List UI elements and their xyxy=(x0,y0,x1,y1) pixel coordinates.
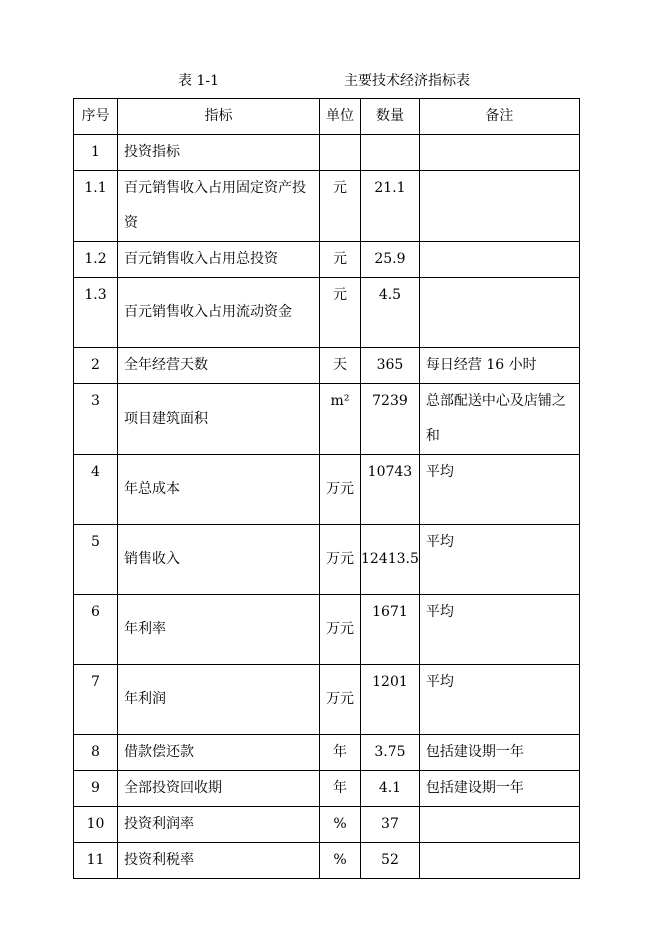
table-row xyxy=(74,278,580,348)
row-unit: 万元 xyxy=(320,525,361,595)
row-no: 1.3 xyxy=(74,278,118,348)
row-qty: 21.1 xyxy=(361,171,420,242)
row-no: 8 xyxy=(74,735,118,771)
table-row xyxy=(74,171,580,242)
table-title: 主要技术经济指标表 xyxy=(344,73,470,89)
row-unit: 万元 xyxy=(320,595,361,665)
row-note: 包括建设期一年 xyxy=(419,735,579,771)
table-row xyxy=(74,843,580,879)
row-qty: 1671 xyxy=(361,595,420,665)
row-unit: 年 xyxy=(320,771,361,807)
header-name: 指标 xyxy=(118,99,320,135)
row-qty xyxy=(361,135,420,171)
header-row xyxy=(74,99,580,135)
row-name: 百元销售收入占用流动资金 xyxy=(118,278,320,348)
row-qty: 7239 xyxy=(361,384,420,455)
table-row xyxy=(74,135,580,171)
header-no: 序号 xyxy=(74,99,118,135)
row-no: 11 xyxy=(74,843,118,879)
row-unit: 元 xyxy=(320,171,361,242)
row-name: 年利率 xyxy=(118,595,320,665)
row-qty: 3.75 xyxy=(361,735,420,771)
table-row xyxy=(74,525,580,595)
table-row xyxy=(74,771,580,807)
table-row xyxy=(74,348,580,384)
table-row xyxy=(74,807,580,843)
row-no: 5 xyxy=(74,525,118,595)
row-qty: 1201 xyxy=(361,665,420,735)
header-unit: 单位 xyxy=(320,99,361,135)
row-qty: 4.1 xyxy=(361,771,420,807)
row-name: 百元销售收入占用固定资产投资 xyxy=(118,171,320,242)
table-row xyxy=(74,242,580,278)
row-qty: 10743 xyxy=(361,455,420,525)
table-row xyxy=(74,455,580,525)
row-note xyxy=(419,135,579,171)
row-note: 平均 xyxy=(419,525,579,595)
row-unit: 万元 xyxy=(320,665,361,735)
row-name: 年利润 xyxy=(118,665,320,735)
row-qty: 365 xyxy=(361,348,420,384)
row-name: 投资利税率 xyxy=(118,843,320,879)
row-name: 全年经营天数 xyxy=(118,348,320,384)
row-note: 平均 xyxy=(419,595,579,665)
row-unit: % xyxy=(320,807,361,843)
row-name: 投资利润率 xyxy=(118,807,320,843)
row-qty: 12413.5 xyxy=(361,525,420,595)
row-note xyxy=(419,807,579,843)
row-note: 平均 xyxy=(419,665,579,735)
indicator-table xyxy=(73,98,580,879)
row-note: 每日经营 16 小时 xyxy=(419,348,579,384)
row-unit: 元 xyxy=(320,278,361,348)
header-note: 备注 xyxy=(419,99,579,135)
row-unit xyxy=(320,135,361,171)
table-row xyxy=(74,665,580,735)
row-unit: 天 xyxy=(320,348,361,384)
row-name: 年总成本 xyxy=(118,455,320,525)
table-number: 表 1-1 xyxy=(178,73,219,89)
row-no: 1.2 xyxy=(74,242,118,278)
row-no: 4 xyxy=(74,455,118,525)
row-note xyxy=(419,242,579,278)
row-qty: 4.5 xyxy=(361,278,420,348)
row-no: 9 xyxy=(74,771,118,807)
row-no: 7 xyxy=(74,665,118,735)
row-unit: m² xyxy=(320,384,361,455)
row-no: 10 xyxy=(74,807,118,843)
row-note: 总部配送中心及店铺之和 xyxy=(419,384,579,455)
table-row xyxy=(74,595,580,665)
row-no: 2 xyxy=(74,348,118,384)
row-name: 投资指标 xyxy=(118,135,320,171)
row-name: 借款偿还款 xyxy=(118,735,320,771)
row-note: 平均 xyxy=(419,455,579,525)
row-unit: % xyxy=(320,843,361,879)
table-caption xyxy=(0,70,662,92)
row-note xyxy=(419,843,579,879)
row-no: 1 xyxy=(74,135,118,171)
row-note: 包括建设期一年 xyxy=(419,771,579,807)
row-note xyxy=(419,278,579,348)
row-unit: 万元 xyxy=(320,455,361,525)
table-row xyxy=(74,384,580,455)
row-qty: 37 xyxy=(361,807,420,843)
row-name: 百元销售收入占用总投资 xyxy=(118,242,320,278)
row-unit: 年 xyxy=(320,735,361,771)
row-qty: 25.9 xyxy=(361,242,420,278)
table-row xyxy=(74,735,580,771)
row-name: 全部投资回收期 xyxy=(118,771,320,807)
row-name: 销售收入 xyxy=(118,525,320,595)
row-no: 6 xyxy=(74,595,118,665)
row-note xyxy=(419,171,579,242)
row-no: 1.1 xyxy=(74,171,118,242)
row-qty: 52 xyxy=(361,843,420,879)
row-no: 3 xyxy=(74,384,118,455)
row-unit: 元 xyxy=(320,242,361,278)
header-qty: 数量 xyxy=(361,99,420,135)
row-name: 项目建筑面积 xyxy=(118,384,320,455)
